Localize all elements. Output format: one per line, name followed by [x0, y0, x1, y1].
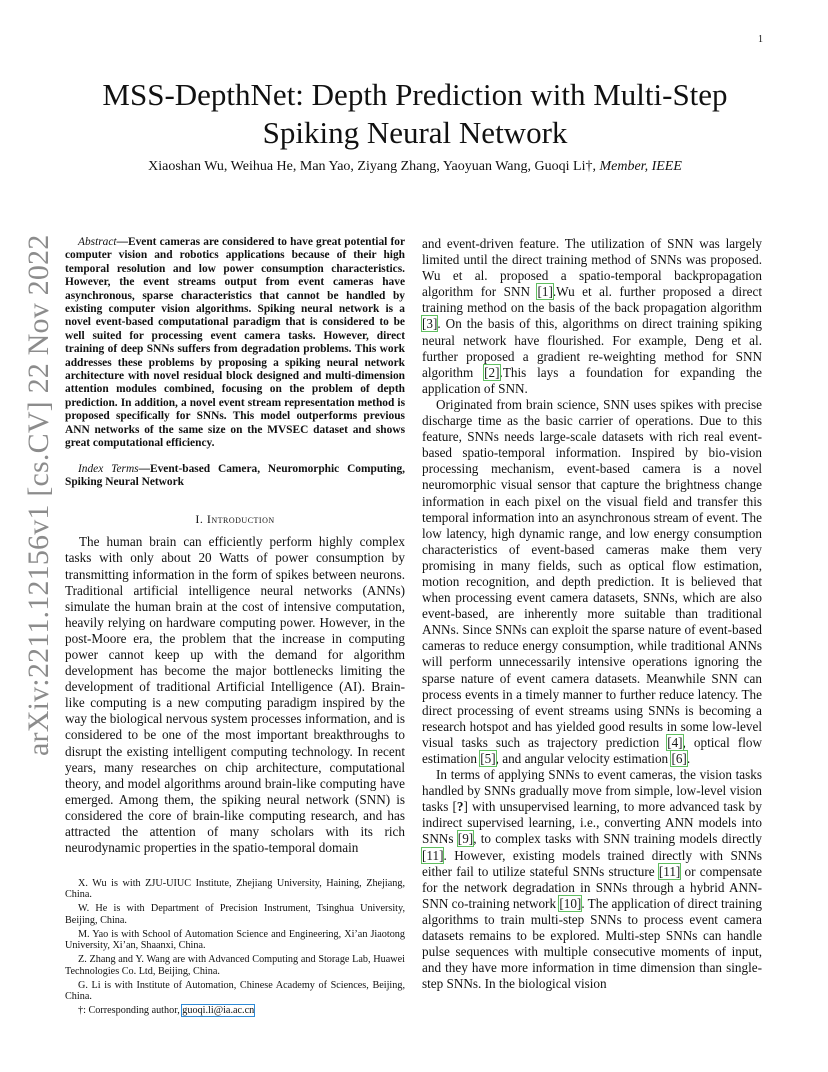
intro-paragraph-3	[422, 397, 762, 767]
left-column	[65, 236, 405, 856]
citation-link[interactable]: [10]	[559, 895, 582, 911]
section-title: Introduction	[206, 512, 275, 527]
citation-link[interactable]: [5]	[480, 751, 496, 766]
corresponding-label: †: Corresponding author,	[78, 1005, 183, 1017]
text-run: ] with unsupervised learning, to more advanced task by indirect supervised learning, i.e., converting ANN models into SNNs	[422, 799, 762, 847]
section-number: I.	[195, 512, 204, 527]
citation-link[interactable]: [11]	[422, 847, 444, 863]
footnote-affiliation: X. Wu is with ZJU-UIUC Institute, Zhejiang University, Haining, Zhejiang, China.	[65, 878, 405, 901]
right-column	[422, 236, 762, 992]
index-terms	[65, 463, 405, 490]
text-run: .Wu et al. further proposed a direct training method on the basis of the back propagation algorithm	[422, 284, 762, 316]
citation-link[interactable]: [1]	[537, 284, 553, 300]
author-list	[60, 159, 770, 175]
abstract-label: Abstract	[78, 236, 117, 248]
footnotes	[65, 878, 405, 1019]
citation-link[interactable]: [9]	[457, 831, 474, 847]
citation-link[interactable]: [2]	[484, 364, 500, 380]
text-run: In terms of applying SNNs to event cameras, the vision tasks handled by SNNs gradually move from simple, low-level vision tasks [	[422, 767, 762, 815]
intro-paragraph-2	[422, 236, 762, 397]
section-heading-introduction	[65, 512, 405, 527]
citation-link[interactable]: [3]	[422, 316, 438, 332]
index-terms-label: Index Terms	[78, 462, 139, 475]
paper-title: MSS-DepthNet: Depth Prediction with Multi-Step Spiking Neural Network	[102, 77, 728, 150]
text-run: . The application of direct training algorithms to train multi-step SNNs to process event camera datasets remains to be explored. Multi-step SNNs can handle pulse sequences with multiple consecutive moments of input, and they have more information in time dimension than single-step SNNs. In the biological vision	[422, 895, 762, 992]
text-run: Originated from brain science, SNN uses spikes with precise discharge time as the basic carrier of operations. Due to this feature, SNNs needs large-scale datasets with rich real event-based spatio-temporal information. Inspired by bio-vision processing mechanism, event-based camera is a novel neuromorphic visual sensor that capture the brightness change information in each pixel on the visual field and transfer this temporal information into an asynchronous stream of event. The low latency, high dynamic range, and low energy consumption characteristics of event-based cameras make them very promising in many fields, such as optical flow estimation, motion recognition, and depth prediction. It is believed that when processing event camera datasets, SNNs, which are also event-based, are inherently more suitable than traditional ANNs. Since SNNs can exploit the sparse nature of event-based cameras to reduce energy consumption, while traditional ANNs will perform unnecessarily intensive operations ignoring the sparse nature of event camera datasets. Meanwhile SNN can process events in a timely manner to further reduce latency. The direct processing of event streams using SNNs is becoming a research hotspot and has yielded good results in some low-level visual tasks such as trajectory prediction	[422, 396, 762, 750]
arxiv-stamp: arXiv:2211.12156v1 [cs.CV] 22 Nov 2022	[22, 234, 55, 756]
footnote-affiliation: W. He is with Department of Precision Instrument, Tsinghua University, Beijing, China.	[65, 903, 405, 926]
author-membership: Member, IEEE	[599, 159, 682, 174]
footnote-affiliation: Z. Zhang and Y. Wang are with Advanced Computing and Storage Lab, Huawei Technologies Co. Ltd, Beijing, China.	[65, 954, 405, 977]
text-run: . However, existing models trained directly with SNNs either fail to utilize stateful SNNs structure	[422, 847, 762, 879]
text-run: or compensate for the network degradation in SNNs through a hybrid ANN-SNN co-training network	[422, 863, 762, 911]
text-run: .	[686, 751, 691, 766]
index-terms-text: —Event-based Camera, Neuromorphic Computing, Spiking Neural Network	[65, 462, 405, 488]
text-run: . On the basis of this, algorithms on direct training spiking neural network have flourished. For example, Deng et al. further proposed a gradient re-weighting method for SNN algorithm	[422, 316, 762, 380]
text-run: , optical flow estimation	[422, 734, 762, 766]
text-run: and event-driven feature. The utilization of SNN was largely limited until the direct training method of SNNs was proposed. Wu et al. proposed a spatio-temporal backpropagation algorithm for SNN	[422, 236, 762, 300]
author-names: Xiaoshan Wu, Weihua He, Man Yao, Ziyang Zhang, Yaoyuan Wang, Guoqi Li†,	[148, 159, 596, 174]
text-run: , to complex tasks with SNN training models directly	[473, 831, 762, 847]
citation-link[interactable]: [6]	[671, 751, 687, 766]
footnote-affiliation: G. Li is with Institute of Automation, Chinese Academy of Sciences, Beijing, China.	[65, 979, 405, 1003]
email-link[interactable]: guoqi.li@ia.ac.cn	[182, 1005, 255, 1017]
page-number: 1	[758, 34, 763, 45]
intro-paragraph-4	[422, 767, 762, 992]
intro-paragraph-1: The human brain can efficiently perform highly complex tasks with only about 20 Watts of power consumption by transmitting information in the form of spikes between neurons. Traditional artificial intelligence neural networks (ANNs) simulate the human brain at the cost of intensive computation, heavily relying on hardware computing power. However, in the post-Moore era, the problem that the increase in computing power cannot keep up with the demand for algorithm development has become the major bottlenecks limiting the development of traditional Artificial Intelligence (AI). Brain-like computing is a new computing paradigm inspired by the way the biological nervous system processes information, and is considered to be one of the most important breakthroughs to disrupt the existing intelligent computing technology. In recent years, many researches on chip architecture, computational theory, and model algorithms around brain-like computing have emerged. Among them, the spiking neural network (SNN) is considered the core of brain-like computing research, and has attracted the attention of many scholars with its rich neurodynamic properties in the spatio-temporal domain	[65, 534, 405, 856]
text-run: .This lays a foundation for expanding the application of SNN.	[422, 364, 762, 396]
abstract	[65, 236, 405, 451]
footnote-affiliation: M. Yao is with School of Automation Science and Engineering, Xi’an Jiaotong University, Xi’an, Shaanxi, China.	[65, 928, 405, 952]
abstract-text: —Event cameras are considered to have great potential for computer vision and robotics applications because of their high temporal resolution and low power consumption characteristics. However, the event streams output from event cameras have asynchronous, sparse characteristics that cannot be handled by existing computer vision algorithms. Spiking neural network is a novel event-based computational paradigm that is considered to be well suited for processing event camera tasks. However, direct training of deep SNNs suffers from degradation problems. This work addresses these problems by proposing a spiking neural network architecture with novel residual block designed and multi-dimension attention modules combined, focusing on the problem of depth prediction. In addition, a novel event stream representation method is proposed specifically for SNNs. This model outperforms previous ANN networks of the same size on the MVSEC dataset and shows great computational efficiency.	[65, 236, 405, 450]
text-run: , and angular velocity estimation	[495, 751, 672, 766]
citation-link[interactable]: [4]	[667, 734, 683, 750]
unresolved-citation: ?	[456, 799, 464, 815]
citation-link[interactable]: [11]	[658, 863, 681, 879]
footnote-corresponding-author	[65, 1005, 405, 1016]
